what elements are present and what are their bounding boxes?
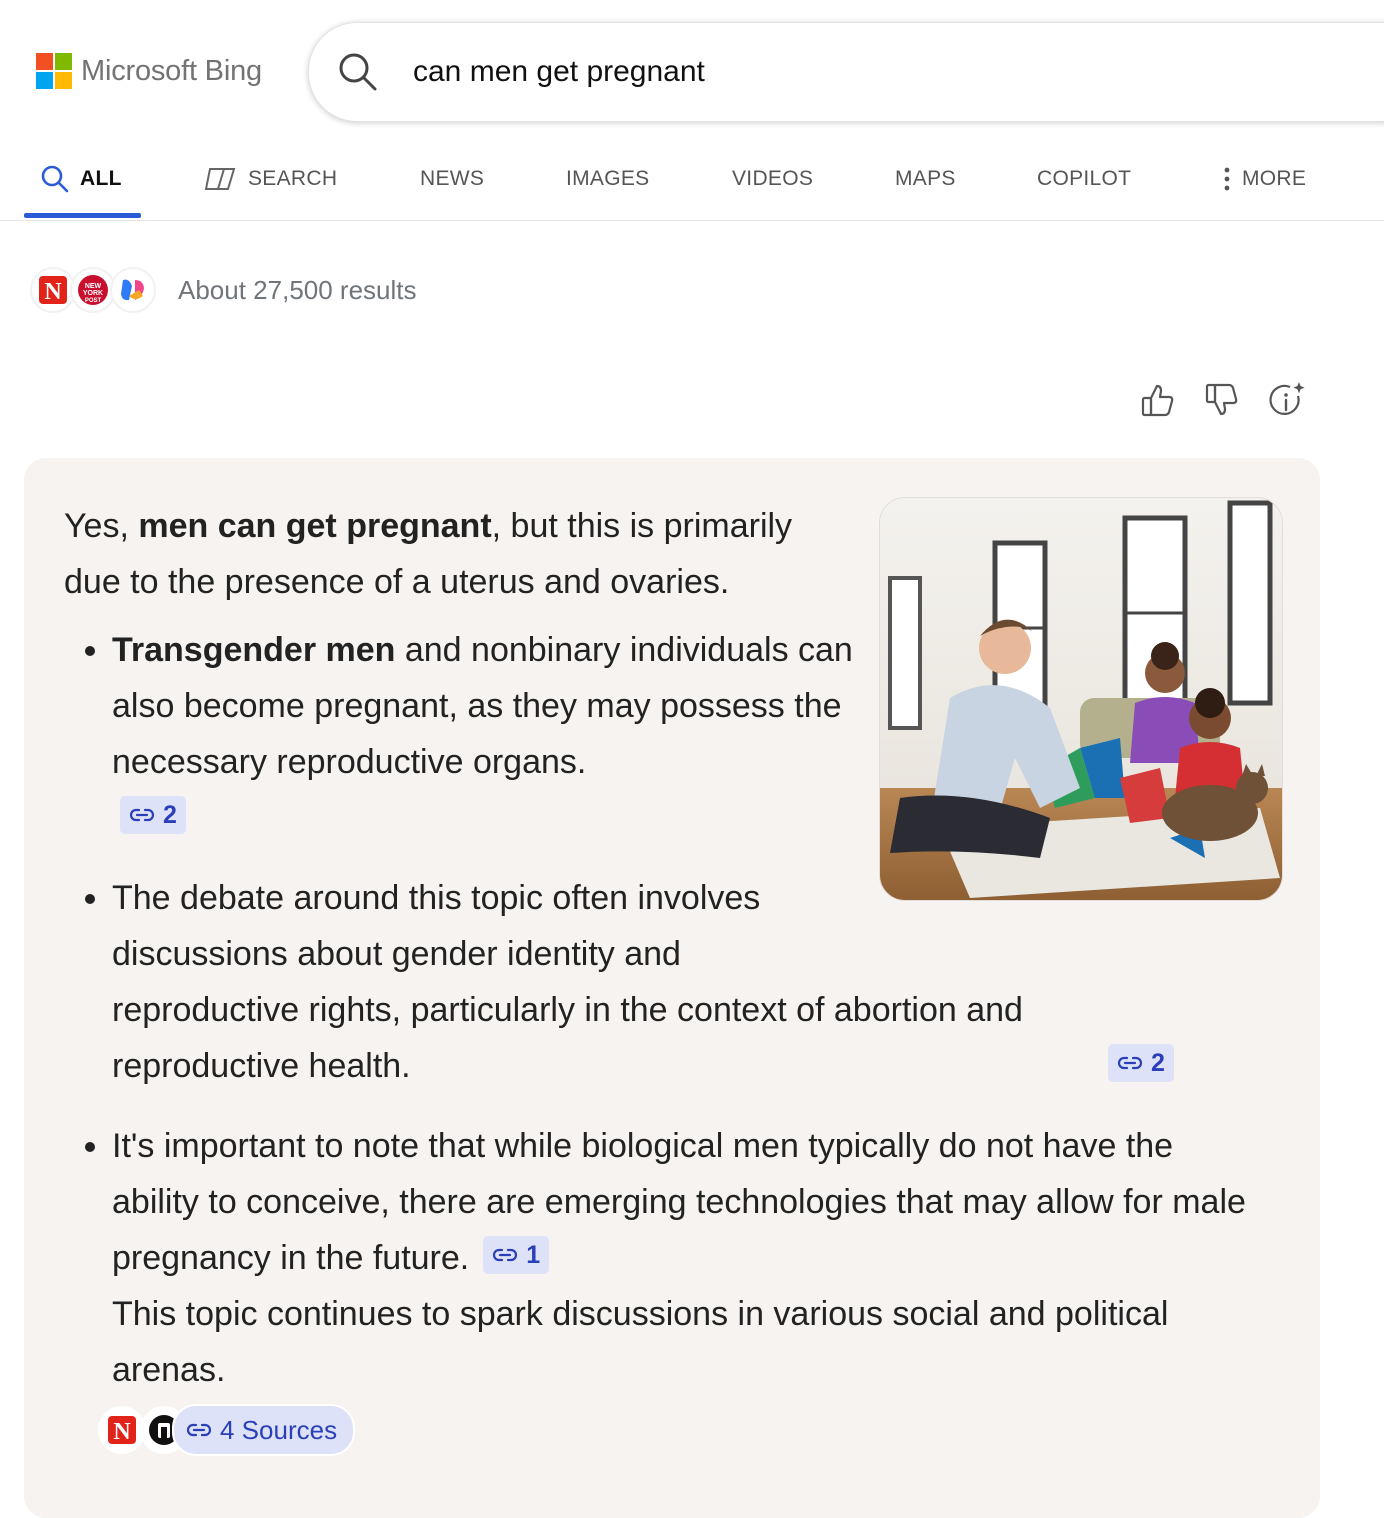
copilot-answer-card (24, 458, 1320, 1518)
more-vertical-icon (1222, 166, 1232, 192)
search-icon (40, 164, 70, 194)
tab-label: COPILOT (1037, 167, 1132, 190)
bing-logo[interactable] (36, 53, 262, 89)
logo-text: Microsoft Bing (81, 54, 262, 87)
sources-button[interactable]: 4 Sources (172, 1404, 355, 1456)
link-icon (492, 1247, 518, 1263)
answer-bullets (64, 622, 1264, 1398)
tab-label: IMAGES (566, 167, 650, 190)
svg-text:NEW: NEW (84, 283, 102, 290)
copilot-icon (204, 165, 238, 193)
answer-intro: Yes, men can get pregnant, but this is primarily due to the presence of a uterus and ovaries. (64, 507, 793, 601)
link-icon (1117, 1055, 1143, 1071)
link-icon (186, 1422, 212, 1438)
svg-text:N: N (44, 279, 62, 305)
tab-label: MAPS (895, 167, 956, 190)
tab-maps[interactable] (895, 164, 956, 194)
search-box[interactable] (308, 22, 1384, 122)
answer-text (64, 498, 1264, 1422)
answer-highlight: men can get pregnant (138, 507, 492, 545)
tab-images[interactable] (566, 164, 649, 194)
answer-sources[interactable] (98, 1404, 355, 1456)
search-input[interactable] (413, 50, 1313, 94)
result-sources (30, 267, 417, 313)
list-item: • Transgender men and nonbinary individuals can also become pregnant, as they may possess the necessary reproductive organs. 2 (112, 622, 854, 846)
tab-label: NEWS (420, 167, 485, 190)
tab-label: SEARCH (248, 167, 338, 190)
tab-label: VIDEOS (732, 167, 814, 190)
active-tab-indicator (24, 213, 141, 218)
tab-copilot[interactable] (1037, 164, 1131, 194)
tab-videos[interactable] (732, 164, 813, 194)
tab-search[interactable] (204, 164, 337, 194)
tab-news[interactable] (420, 164, 484, 194)
thumbs-up-icon[interactable] (1138, 380, 1178, 420)
svg-text:N: N (113, 1419, 131, 1445)
citation-link[interactable]: 1 (483, 1236, 549, 1274)
thumbs-down-icon[interactable] (1202, 380, 1242, 420)
microsoft-logo-icon (36, 53, 72, 89)
tab-more[interactable] (1222, 164, 1306, 194)
citation-link[interactable]: 2 (1108, 1044, 1174, 1082)
copilot-logo-icon[interactable] (110, 267, 156, 313)
tab-label: MORE (1242, 167, 1307, 190)
tab-label: ALL (80, 167, 122, 190)
search-icon[interactable] (337, 51, 379, 93)
citation-link[interactable]: 2 (120, 796, 186, 834)
list-item: • It's important to note that while biological men typically do not have the ability to conceive, there are emerging technologies that may allow for male pregnancy in the future. 1 This topic continues to spark discussions in various social and political arenas. (112, 1118, 1252, 1398)
tab-all[interactable] (40, 164, 122, 194)
link-icon (129, 807, 155, 823)
svg-text:YORK: YORK (82, 290, 104, 297)
nav-tabs (0, 140, 1384, 221)
answer-conclusion: This topic continues to spark discussions in various social and political arenas. (112, 1295, 1169, 1389)
list-item: • The debate around this topic often involves discussions about gender identity and reproductive rights, particularly in the context of abortion and reproductive health. 2 (112, 870, 1264, 1094)
results-count: About 27,500 results (178, 274, 417, 305)
svg-text:POST: POST (84, 298, 102, 304)
info-sparkle-icon[interactable] (1268, 380, 1308, 420)
newsweek-logo-icon (98, 1406, 146, 1454)
